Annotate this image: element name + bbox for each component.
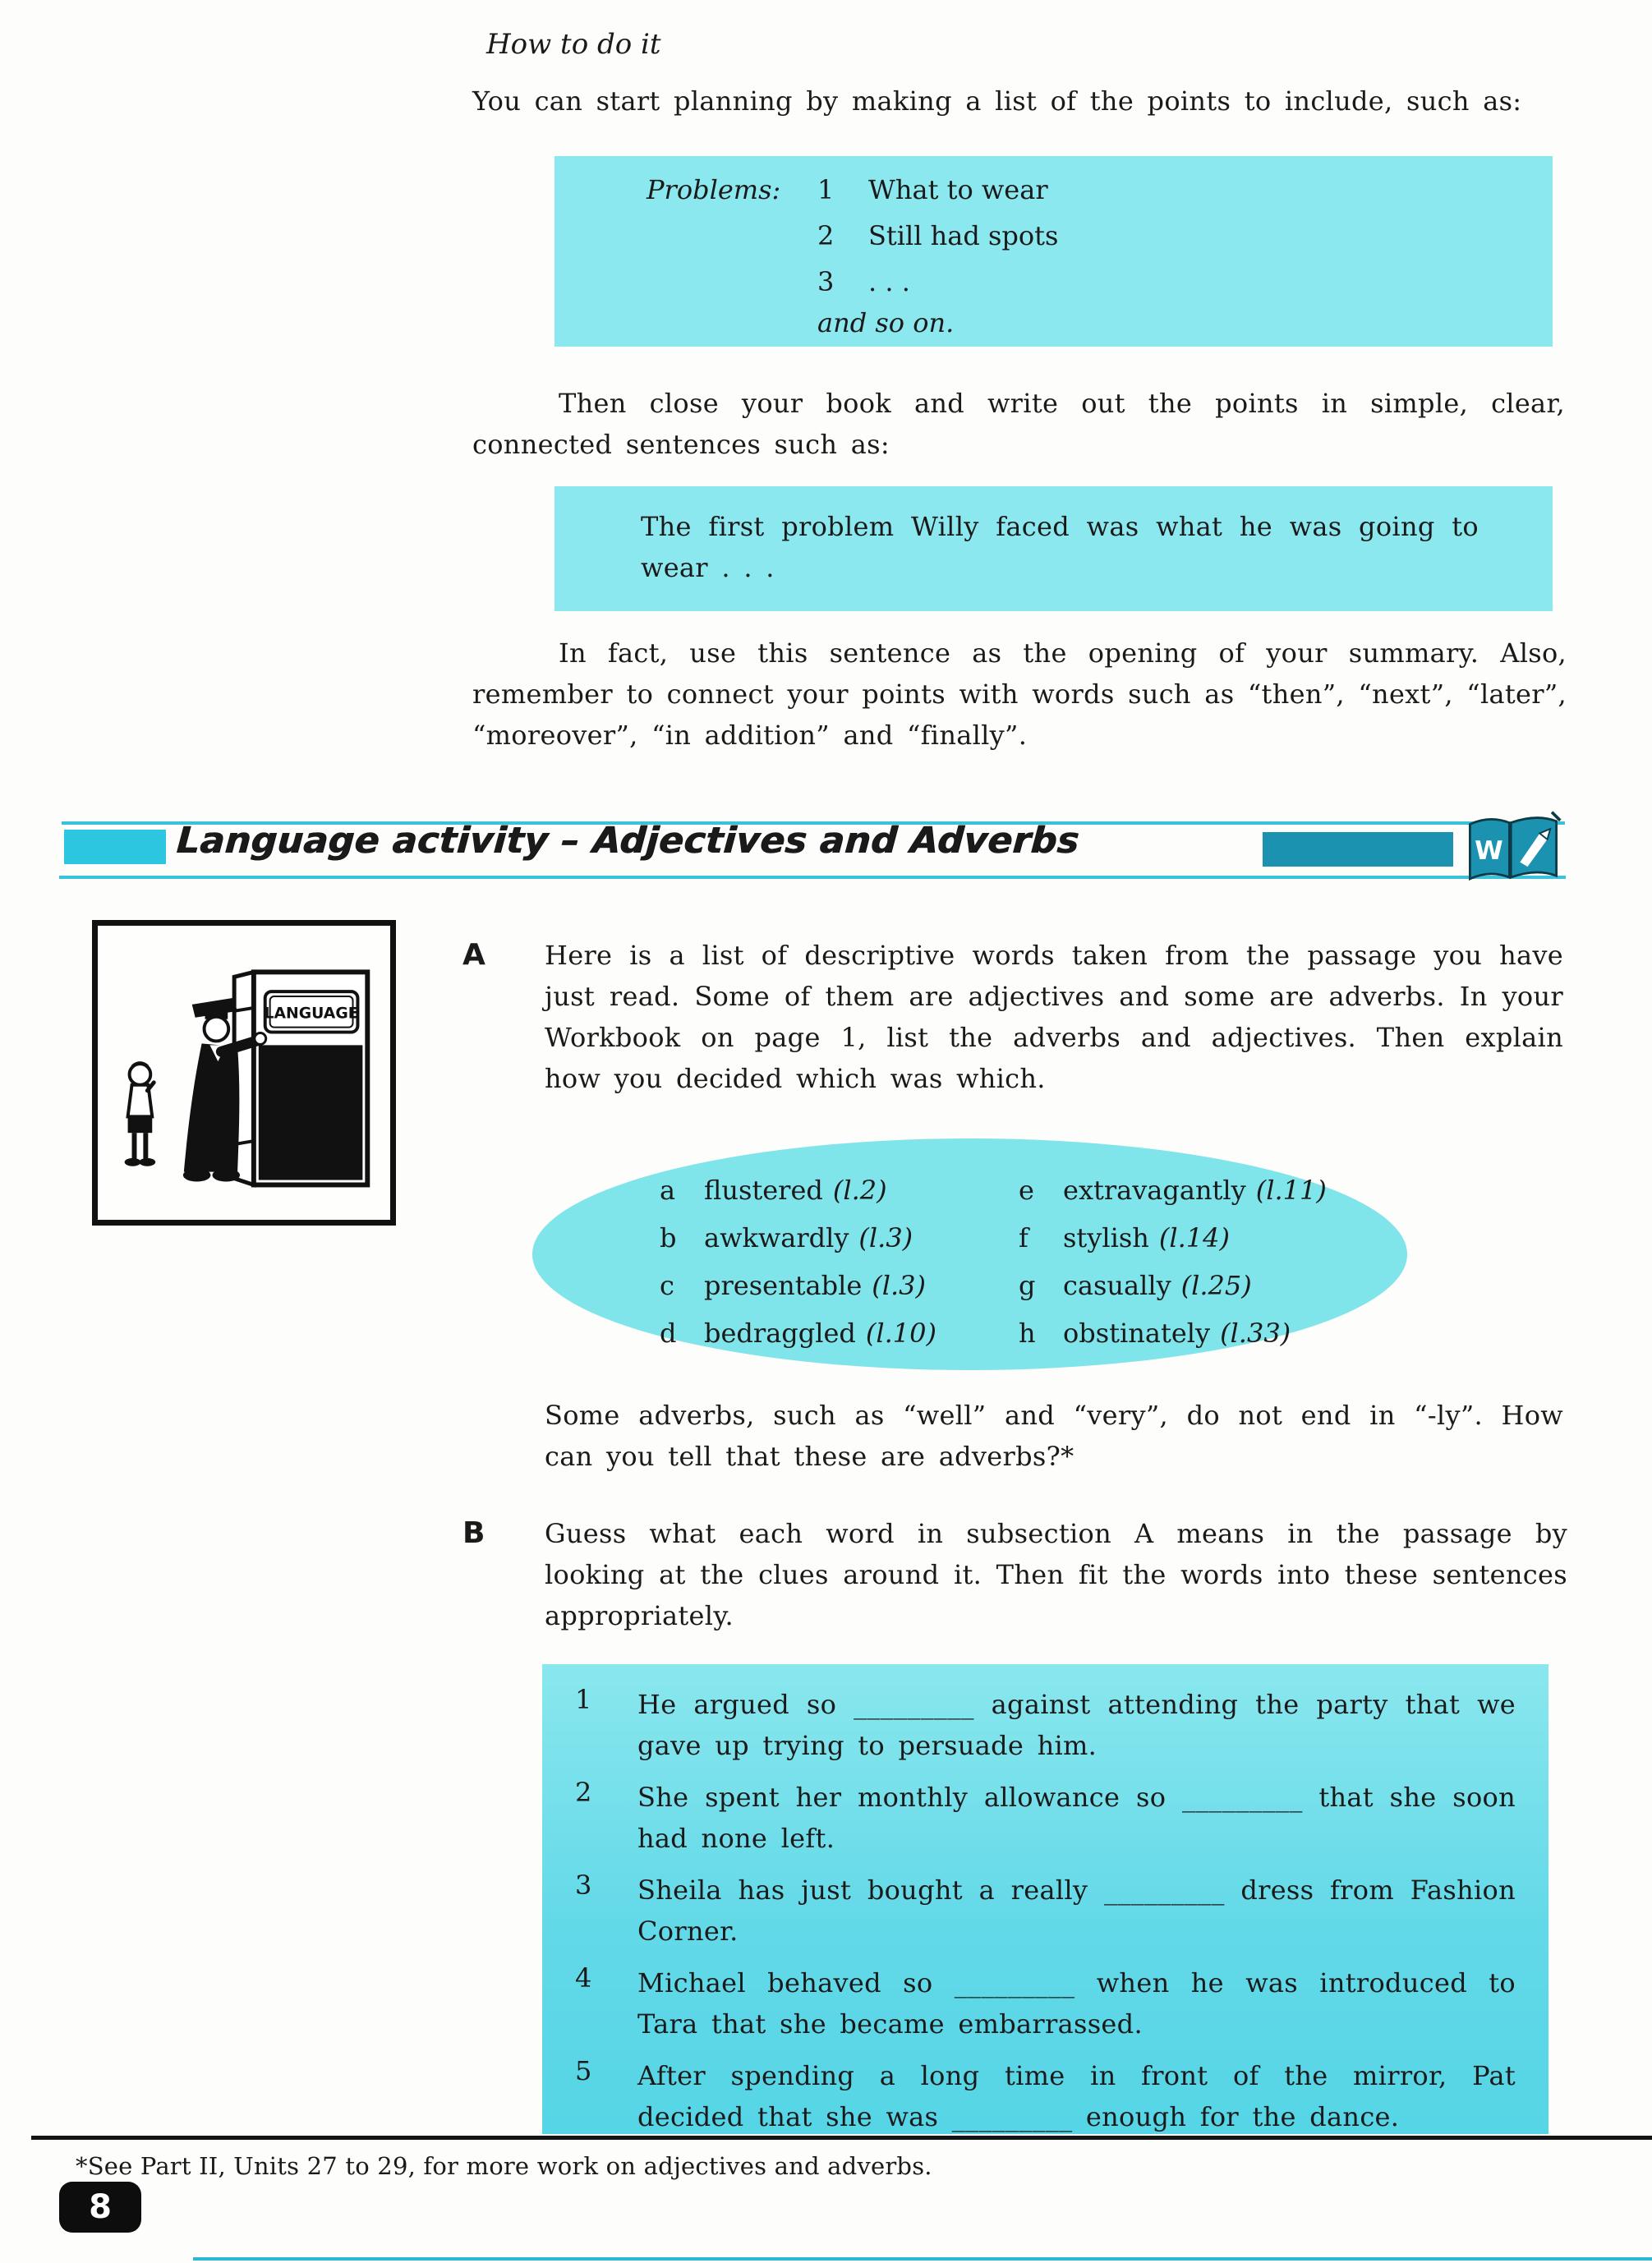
- example-box: [555, 486, 1553, 611]
- how-to-heading: How to do it: [486, 28, 661, 61]
- sentence-item: [575, 1777, 1516, 1859]
- word-item: [660, 1175, 936, 1222]
- subsection-a-marker: A: [462, 938, 485, 972]
- problem-text: What to wear: [868, 174, 1048, 205]
- word-letter: h: [1019, 1318, 1036, 1349]
- word-letter: b: [660, 1222, 677, 1253]
- page-bottom-rule: [193, 2257, 1652, 2261]
- subsection-b-marker: B: [462, 1516, 485, 1550]
- header-bottom-rule: [59, 876, 1566, 879]
- sentence-item: [575, 2055, 1516, 2137]
- word-line-ref: (l.3): [872, 1270, 927, 1301]
- problem-item: [817, 174, 1048, 205]
- word-text: extravagantly: [1063, 1175, 1246, 1206]
- example-text: The first problem Willy faced was what he was going to wear . . .: [641, 511, 1479, 583]
- sentence-text: He argued so _________ against attending the party that we gave up trying to persuade him.: [637, 1689, 1516, 1761]
- word-letter: a: [660, 1175, 676, 1206]
- illustration-book-label: LANGUAGE: [264, 1005, 359, 1023]
- sentence-number: 4: [575, 1962, 592, 1994]
- fill-in-sentences-box: [542, 1664, 1548, 2134]
- sentence-number: 1: [575, 1684, 592, 1715]
- word-list-left-column: [660, 1175, 936, 1365]
- sentence-item: [575, 1962, 1516, 2045]
- problem-number: 1: [817, 174, 835, 205]
- illustration-drawing: [98, 926, 390, 1220]
- problem-item: [817, 220, 1058, 251]
- problems-tail: and so on.: [817, 307, 955, 338]
- word-text: bedraggled: [704, 1318, 856, 1349]
- word-letter: f: [1019, 1222, 1028, 1253]
- word-list-ellipse: [532, 1138, 1407, 1370]
- word-text: presentable: [704, 1270, 863, 1301]
- section-title: Language activity – Adjectives and Adverbs: [175, 820, 1081, 862]
- word-text: casually: [1063, 1270, 1171, 1301]
- problems-label: Problems:: [647, 174, 781, 205]
- intro-paragraph: You can start planning by making a list of the points to include, such as:: [472, 85, 1522, 117]
- sentence-item: [575, 1870, 1516, 1952]
- word-line-ref: (l.3): [858, 1222, 913, 1253]
- word-text: stylish: [1063, 1222, 1149, 1253]
- adverbs-note-paragraph: Some adverbs, such as “well” and “very”, do not end in “-ly”. How can you tell that these are adverbs?*: [545, 1400, 1563, 1472]
- word-line-ref: (l.11): [1255, 1175, 1327, 1206]
- word-item: [660, 1222, 936, 1270]
- word-item: [1019, 1222, 1327, 1270]
- word-item: [660, 1270, 936, 1318]
- word-line-ref: (l.25): [1180, 1270, 1252, 1301]
- sentence-text: She spent her monthly allowance so _________ that she soon had none left.: [637, 1782, 1516, 1854]
- word-item: [1019, 1175, 1327, 1222]
- word-text: flustered: [704, 1175, 823, 1206]
- word-letter: e: [1019, 1175, 1034, 1206]
- footnote-rule: [31, 2136, 1652, 2140]
- word-text: awkwardly: [704, 1222, 849, 1253]
- word-item: [1019, 1270, 1327, 1318]
- word-line-ref: (l.14): [1158, 1222, 1230, 1253]
- word-letter: d: [660, 1318, 677, 1349]
- problem-text: . . .: [868, 266, 910, 297]
- in-fact-paragraph: In fact, use this sentence as the opening of your summary. Also, remember to connect your points with words such as “then”, “next”, “later”, “moreover”, “in addition” and “finally”.: [472, 637, 1567, 751]
- header-dark-block: [1263, 832, 1453, 867]
- word-item: [660, 1318, 936, 1365]
- problem-number: 3: [817, 266, 835, 297]
- problem-text: Still had spots: [868, 220, 1059, 251]
- page-number-badge: [59, 2182, 141, 2233]
- sentence-number: 3: [575, 1870, 592, 1901]
- sentence-text: Sheila has just bought a really _________ dress from Fashion Corner.: [637, 1874, 1516, 1947]
- problem-number: 2: [817, 220, 835, 251]
- workbook-icon-letter: W: [1475, 835, 1503, 866]
- word-line-ref: (l.33): [1220, 1318, 1291, 1349]
- word-line-ref: (l.10): [865, 1318, 936, 1349]
- sentence-text: Michael behaved so _________ when he was introduced to Tara that she became embarrassed.: [637, 1967, 1516, 2040]
- problem-item: [817, 266, 910, 297]
- subsection-b-paragraph: Guess what each word in subsection A means in the passage by looking at the clues around it. Then fit the words into these sentences appropriately.: [545, 1518, 1567, 1631]
- word-letter: c: [660, 1270, 674, 1301]
- page-number: 8: [89, 2188, 112, 2226]
- workbook-icon: [1464, 810, 1562, 887]
- sentence-number: 5: [575, 2055, 592, 2086]
- word-item: [1019, 1318, 1327, 1365]
- footnote-text: *See Part II, Units 27 to 29, for more work on adjectives and adverbs.: [76, 2152, 932, 2180]
- sentence-item: [575, 1684, 1516, 1766]
- then-paragraph: Then close your book and write out the points in simple, clear, connected sentences such as:: [472, 388, 1565, 460]
- word-text: obstinately: [1063, 1318, 1211, 1349]
- sentence-number: 2: [575, 1777, 592, 1808]
- word-letter: g: [1019, 1270, 1036, 1301]
- problems-box: [555, 156, 1553, 347]
- word-line-ref: (l.2): [832, 1175, 887, 1206]
- word-list-right-column: [1019, 1175, 1327, 1365]
- sentence-text: After spending a long time in front of the mirror, Pat decided that she was _________ enough for the dance.: [637, 2060, 1516, 2132]
- subsection-a-paragraph: Here is a list of descriptive words taken from the passage you have just read. Some of them are adjectives and some are adverbs. In your Workbook on page 1, list the adverbs and adjectives. Then explain how you decided which was which.: [545, 940, 1563, 1094]
- header-accent-block: [64, 830, 166, 864]
- language-book-illustration: [92, 920, 396, 1226]
